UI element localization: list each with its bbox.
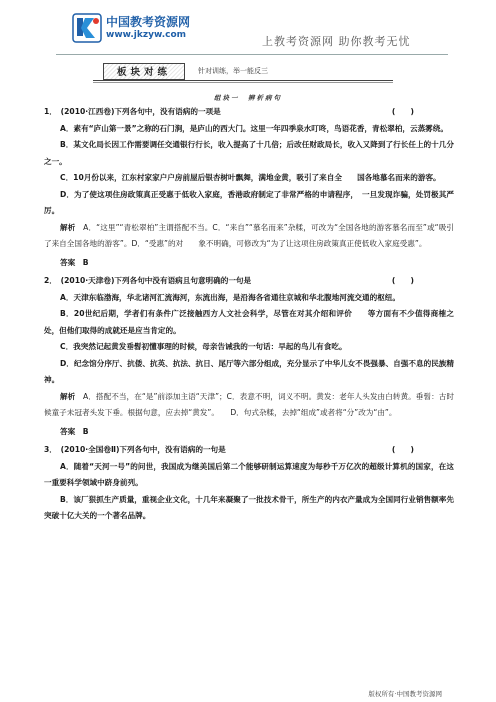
question-2-option-b: B．20世纪后期，学者们有条件广泛接触西方人文社会科学，尽管在对其介绍和评价 等方面有不少值得商榷之处，但他们取得的成就还是应当肯定的。 <box>44 309 454 335</box>
logo-icon <box>72 13 102 43</box>
question-2-option-a: A．天津东临渤海，华北诸河汇流海河，东流出海，是沿海各省通往京城和华北腹地河流交通的枢纽。 <box>60 292 400 302</box>
banner-rule <box>93 80 393 81</box>
logo-name: 中国教考资源网 <box>106 15 191 29</box>
answer-label: 答案 <box>60 426 76 436</box>
question-1-option-b: B．某文化局长因工作需要调任交通银行行长，收入提高了十几倍；后改任财政局长，收入又降到了行长任上的十几分之一。 <box>44 140 454 166</box>
question-3-option-a: A．随着“天河一号”的问世，我国成为继美国后第二个能够研制运算速度为每秒千万亿次的超级计算机的国家，在这一重要科学领域中跻身前列。 <box>44 461 454 487</box>
answer-label: 答案 <box>60 257 76 267</box>
question-1-option-d: D．为了使这项住房政策真正受惠于低收入家庭，香港政府制定了非常严格的申请程序， 一旦发现诈骗，处罚极其严厉。 <box>44 189 454 215</box>
question-2-text: 2． (2010·天津卷)下列各句中没有语病且句意明确的一句是 <box>44 276 252 285</box>
answer-value: B <box>82 257 89 267</box>
question-3-text: 3． (2010·全国卷Ⅱ)下列各句中，没有语病的一句是 <box>44 445 226 454</box>
question-1-stem <box>44 104 454 121</box>
header-slogan: 上教考资源网 助你教考无忧 <box>262 35 411 48</box>
answer-blank: ( ) <box>391 445 414 454</box>
section-title: 组块一 辨析病句 <box>214 94 282 102</box>
section-banner <box>93 62 393 82</box>
footer-copyright: 版权所有·中国教考资源网 <box>368 690 442 698</box>
question-1-option-a: A．素有“庐山第一景”之称的石门涧，是庐山的西大门。这里一年四季泉水叮咚，鸟语花香，青松翠柏，云蒸雾绕。 <box>60 123 448 133</box>
page-header <box>0 0 496 60</box>
question-3-stem <box>44 442 454 459</box>
question-2-stem <box>44 273 454 290</box>
explanation-text: A．搭配不当，在“是”前添加主语“天津”；C．表意不明，词义不明。黄发：老年人头发由白转黄。垂髫：古时候童子未冠者头发下垂。根据句意，应去掉“黄发”。 D．句式杂糅，去掉“组成”或者将“分”改为“由”。 <box>44 391 455 417</box>
banner-title: 板块对练 <box>116 67 171 78</box>
question-2-answer <box>44 424 454 441</box>
question-2-explanation <box>44 389 454 422</box>
question-2-option-c: C．我突然记起黄发垂髫初懂事理的时候，母亲告诫我的一句话：早起的鸟儿有食吃。 <box>60 342 347 351</box>
logo-url[interactable]: www.jkzyw.com <box>106 30 187 40</box>
banner-subtitle: 针对训练，举一能反三 <box>198 67 268 75</box>
answer-value: B <box>82 426 89 436</box>
question-2-option-d: D．纪念馆分序厅、抗倭、抗英、抗法、抗日、尾厅等六部分组成，充分显示了中华儿女不畏强暴、自强不息的民族精神。 <box>44 358 454 384</box>
question-1-explanation <box>44 220 454 253</box>
header-divider <box>56 54 448 55</box>
question-3-option-b: B．该厂狠抓生产质量，重视企业文化，十几年来凝聚了一批技术骨干，所生产的内衣产量成为全国同行业销售额率先突破十亿大关的一个著名品牌。 <box>44 494 454 520</box>
question-content <box>44 104 454 525</box>
explanation-text: A．“这里”“青松翠柏”主谓搭配不当。C．“来自”“慕名而来”杂糅，可改为“全国各地的游客慕名而至”或“吸引了来自全国各地的游客”。D．“受惠”的对 象不明确，可修改为“为了让这项住房政策真正使低收入家庭受惠”。 <box>44 222 455 248</box>
question-1-text: 1． (2010·江西卷)下列各句中，没有语病的一项是 <box>44 107 221 116</box>
explanation-label: 解析 <box>60 222 76 232</box>
answer-blank: ( ) <box>391 276 414 285</box>
question-1-answer <box>44 255 454 272</box>
answer-blank: ( ) <box>391 107 414 116</box>
banner-rule-thin <box>93 82 393 83</box>
explanation-label: 解析 <box>60 391 76 401</box>
question-1-option-c: C．10月份以来，江东村家家户户房前屋后银杏树叶飘舞，满地金黄，吸引了来自全 国各地慕名而来的游客。 <box>60 173 441 182</box>
